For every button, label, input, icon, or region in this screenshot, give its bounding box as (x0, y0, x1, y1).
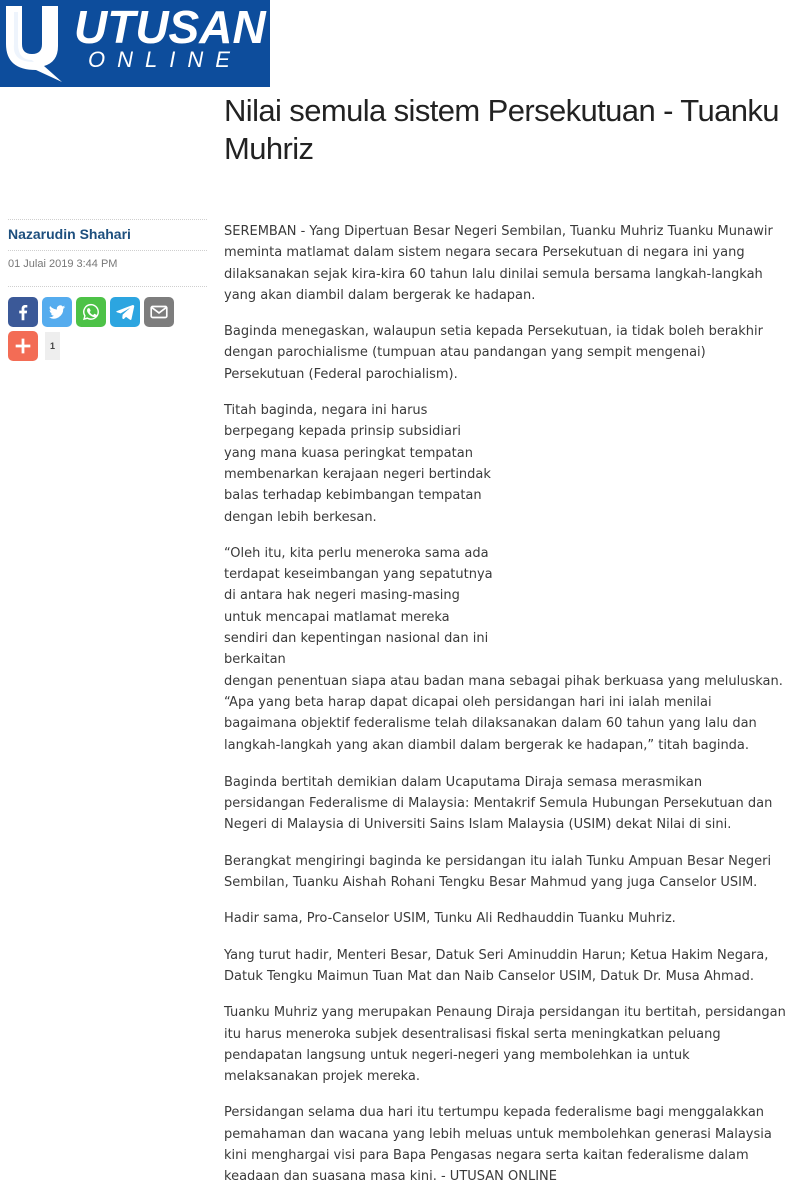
email-share-button[interactable] (144, 297, 174, 327)
more-share-button[interactable] (8, 331, 38, 361)
divider (8, 219, 207, 220)
author-link[interactable]: Nazarudin Shahari (8, 226, 131, 242)
share-buttons (8, 297, 207, 327)
logo-wordmark: UTUSAN (74, 1, 266, 53)
utusan-u-icon (0, 0, 80, 87)
article-paragraph: Baginda menegaskan, walaupun setia kepada Persekutuan, ia tidak boleh berakhir dengan parochialisme (tumpuan atau pandangan yang sempit mengenai) Persekutuan (Federal parochialism). (224, 324, 763, 382)
article-paragraph: Hadir sama, Pro-Canselor USIM, Tunku Ali Redhauddin Tuanku Muhriz. (224, 911, 676, 927)
telegram-icon (114, 301, 136, 323)
article-paragraph: SEREMBAN - Yang Dipertuan Besar Negeri Sembilan, Tuanku Muhriz Tuanku Munawir meminta matlamat dalam sistem negara secara Persekutuan di negara ini yang dilaksanakan sejak kira-kira 60 tahun lalu dinilai semula bersama langkah-langkah yang akan diambil dalam bergerak ke hadapan. (224, 224, 773, 303)
article-paragraph: dengan penentuan siapa atau badan mana sebagai pihak berkuasa yang meluluskan. “Apa yang beta harap dapat dicapai oleh persidangan hari ini ialah menilai bagaimana objektif federalisme telah dilaksanakan dalam 60 tahun yang lalu dan langkah-langkah yang akan diambil dalam bergerak ke hadapan,” titah baginda. (224, 673, 783, 753)
article-paragraph: Persidangan selama dua hari itu tertumpu kepada federalisme bagi menggalakkan pemahaman dan wacana yang lebih meluas untuk membolehkan generasi Malaysia kini menghargai visi para Bapa Pengasas negara serta kaitan federalisme dalam keadaan dan suasana masa kini. - UTUSAN ONLINE (224, 1105, 772, 1185)
facebook-share-button[interactable] (8, 297, 38, 327)
telegram-share-button[interactable] (110, 297, 140, 327)
whatsapp-share-button[interactable] (76, 297, 106, 327)
share-count-badge: 1 (45, 332, 60, 360)
share-more-row (8, 331, 207, 361)
article-paragraph: “Oleh itu, kita perlu meneroka sama ada terdapat keseimbangan yang sepatutnya di antara hak negeri masing-masing untuk mencapai matlamat mereka sendiri dan kepentingan nasional dan ini berkaitan (224, 545, 493, 668)
article-title: Nilai semula sistem Persekutuan - Tuanku Muhriz (224, 93, 779, 166)
whatsapp-icon (80, 301, 102, 323)
email-icon (148, 301, 170, 323)
article-paragraph: Baginda bertitah demikian dalam Ucaputama Diraja semasa merasmikan persidangan Federalisme di Malaysia: Mentakrif Semula Hubungan Persekutuan dan Negeri di Malaysia di Universiti Sains Islam Malaysia (USIM) dekat Nilai di sini. (224, 774, 773, 833)
twitter-share-button[interactable] (42, 297, 72, 327)
article-meta-sidebar (8, 219, 207, 361)
article-paragraph: Titah baginda, negara ini harus berpegang kepada prinsip subsidiari yang mana kuasa peringkat tempatan membenarkan kerajaan negeri bertindak balas terhadap kebimbangan tempatan dengan lebih berkesan. (224, 403, 491, 525)
plus-icon (12, 335, 34, 357)
site-logo[interactable] (0, 0, 270, 87)
divider (8, 286, 207, 287)
publish-date: 01 Julai 2019 3:44 PM (8, 258, 118, 270)
twitter-icon (46, 301, 68, 323)
facebook-icon (12, 301, 34, 323)
article-paragraph: Yang turut hadir, Menteri Besar, Datuk Seri Aminuddin Harun; Ketua Hakim Negara, Datuk Tengku Maimun Tuan Mat dan Naib Canselor USIM, Datuk Dr. Musa Ahmad. (224, 947, 769, 984)
article-paragraph: Tuanku Muhriz yang merupakan Penaung Diraja persidangan itu bertitah, persidangan itu harus meneroka subjek desentralisasi fiskal serta meningkatkan peluang pendapatan langsung untuk negeri-negeri yang membolehkan ia untuk melaksanakan projek mereka. (224, 1005, 786, 1085)
article-body (224, 221, 786, 1203)
logo-subtext: ONLINE (88, 47, 242, 72)
divider (8, 250, 207, 251)
article-paragraph: Berangkat mengiringi baginda ke persidangan itu ialah Tunku Ampuan Besar Negeri Sembilan, Tuanku Aishah Rohani Tengku Besar Mahmud yang juga Canselor USIM. (224, 853, 772, 891)
